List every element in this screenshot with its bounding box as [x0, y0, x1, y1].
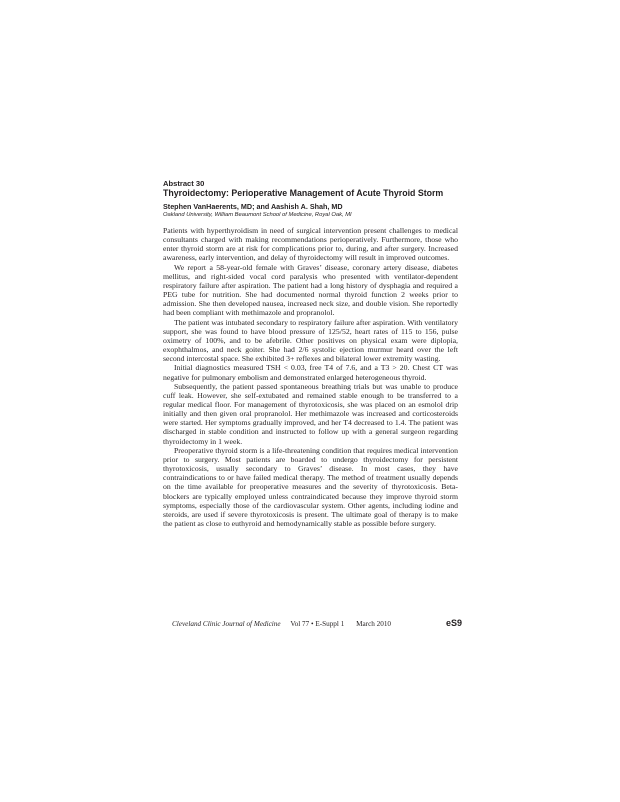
- abstract-affiliation: Oakland University, William Beaumont School of Medicine, Royal Oak, MI: [163, 212, 352, 218]
- body-paragraph: Preoperative thyroid storm is a life-threatening condition that requires medical intervention prior to surgery. Most patients are boarded to undergo thyroidectomy for persistent thyrotoxicosis, usually secondary to Graves’ disease. In most cases, they have contraindications to or have failed medical therapy. The method of treatment usually depends on the time available for preoperative measures and the severity of thyrotoxicosis. Beta-blockers are typically employed unless contraindicated because they improve thyroid storm symptoms, especially those of the cardiovascular system. Other agents, including iodine and steroids, are used if severe thyrotoxicosis is present. The ultimate goal of therapy is to make the patient as close to euthyroid and hemodynamically stable as possible before surgery.: [163, 445, 458, 528]
- issue-date: March 2010: [356, 620, 392, 628]
- body-paragraph: The patient was intubated secondary to respiratory failure after aspiration. With ventilatory support, she was found to have blood pressure of 125/52, heart rates of 115 to 156, pulse oximetry of 100%, and to be afebrile. Other positives on physical exam were diplopia, exophthalmos, and neck goiter. She had 2/6 systolic ejection murmur heard over the left second intercostal space. She exhibited 3+ reflexes and bilateral lower extremity wasting.: [163, 317, 458, 364]
- volume-info: Vol 77 • E-Suppl 1: [290, 620, 345, 628]
- body-paragraph: Initial diagnostics measured TSH < 0.03, free T4 of 7.6, and a T3 > 20. Chest CT was negative for pulmonary embolism and demonstrated enlarged heterogeneous thyroid.: [163, 363, 458, 382]
- abstract-number: Abstract 30: [163, 179, 205, 188]
- page-footer: [172, 620, 462, 628]
- abstract-authors: Stephen VanHaerents, MD; and Aashish A. Shah, MD: [163, 202, 343, 211]
- abstract-title: Thyroidectomy: Perioperative Management of Acute Thyroid Storm: [163, 188, 444, 198]
- body-paragraph: We report a 58-year-old female with Graves’ disease, coronary artery disease, diabetes mellitus, and right-sided vocal cord paralysis who presented with ventilator-dependent respiratory failure after aspiration. The patient had a long history of dysphagia and required a PEG tube for nutrition. She had documented normal thyroid function 2 weeks prior to admission. She then developed nausea, increased neck size, and double vision. She reportedly had been compliant with methimazole and propranolol.: [163, 262, 458, 318]
- abstract-page: [163, 179, 458, 528]
- body-paragraph: Subsequently, the patient passed spontaneous breathing trials but was unable to produce cuff leak. However, she self-extubated and remained stable enough to be transferred to a regular medical floor. For management of thyrotoxicosis, she was placed on an esmolol drip initially and then given oral propranolol. Her methimazole was increased and corticosteroids were started. Her symptoms gradually improved, and her T4 decreased to 1.4. The patient was discharged in stable condition and instructed to follow up with a general surgeon regarding thyroidectomy in 1 week.: [163, 381, 458, 446]
- abstract-body: [163, 226, 458, 528]
- journal-name: Cleveland Clinic Journal of Medicine: [172, 620, 281, 628]
- body-paragraph: Patients with hyperthyroidism in need of surgical intervention present challenges to medical consultants charged with making recommendations perioperatively. Furthermore, those who enter thyroid storm are at risk for complications prior to, during, and after surgery. Increased awareness, early intervention, and delay of thyroidectomy will result in improved outcomes.: [163, 226, 458, 263]
- page-number: eS9: [445, 618, 462, 628]
